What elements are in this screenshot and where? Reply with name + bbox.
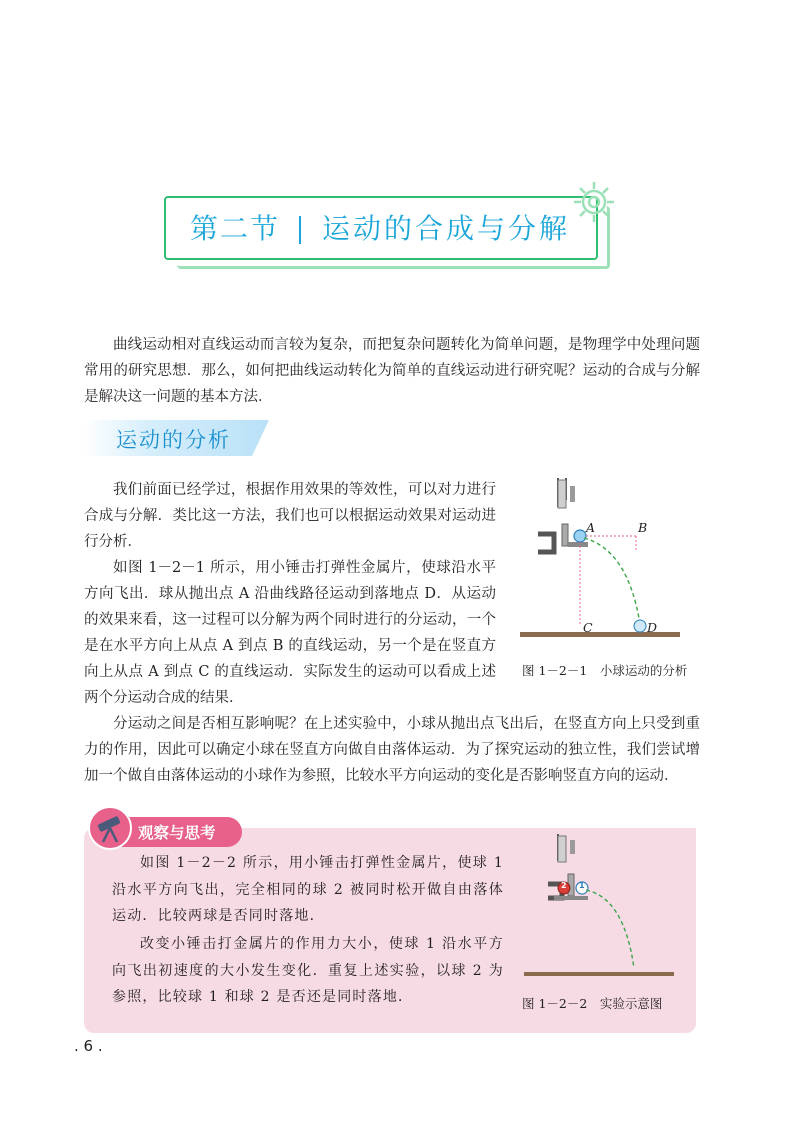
intro-paragraph: 曲线运动相对直线运动而言较为复杂，而把复杂问题转化为简单问题，是物理学中处理问题常用的研究思想．那么，如何把曲线运动转化为简单的直线运动进行研究呢？运动的合成与分解是解决这一问题的基本方法． xyxy=(84,337,700,405)
observe-paragraph-1: 如图 1－2－2 所示，用小锤击打弹性金属片，使球 1 沿水平方向飞出，完全相同的球 2 被同时松开做自由落体运动．比较两球是否同时落地． xyxy=(112,855,504,924)
subsection-title: 运动的分析 xyxy=(116,428,231,452)
gear-icon xyxy=(570,178,618,226)
page-number: . 6 . xyxy=(74,1037,103,1055)
figure-ball-motion xyxy=(520,478,700,648)
label-c: C xyxy=(583,620,593,635)
figure-experiment xyxy=(524,834,684,984)
label-b: B xyxy=(638,520,648,535)
telescope-icon xyxy=(88,806,132,850)
title-divider xyxy=(299,216,301,244)
ball-2-label: 2 xyxy=(561,881,567,890)
section-number: 第二节 xyxy=(190,212,281,245)
paragraph-2: 如图 1－2－1 所示，用小锤击打弹性金属片，使球沿水平方向飞出．球从抛出点 A 沿曲线路径运动到落地点 D．从运动的效果来看，这一过程可以分解为两个同时进行的分运动，一个是在水平方向上从点 A 到点 B 的直线运动，另一个是在竖直方向上从点 A 到点 C 的直线运动．实际发生的运动可以看成上述两个分运动合成的结果． xyxy=(84,560,496,706)
label-a: A xyxy=(586,520,596,535)
observe-paragraph-2: 改变小锤击打金属片的作用力大小，使球 1 沿水平方向飞出初速度的大小发生变化．重复上述实验，以球 2 为参照，比较球 1 和球 2 是否还是同时落地． xyxy=(112,936,504,1005)
paragraph-1: 我们前面已经学过，根据作用效果的等效性，可以对力进行合成与分解．类比这一方法，我们也可以根据运动效果对运动进行分析． xyxy=(84,482,496,550)
paragraph-3: 分运动之间是否相互影响呢？在上述实验中，小球从抛出点飞出后，在竖直方向上只受到重力的作用，因此可以确定小球在竖直方向做自由落体运动．为了探究运动的独立性，我们尝试增加一个做自由落体运动的小球作为参照，比较水平方向运动的变化是否影响竖直方向的运动． xyxy=(84,716,700,784)
figure2-caption: 图 1－2－2 实验示意图 xyxy=(522,996,663,1011)
section-title: 运动的合成与分解 xyxy=(322,212,571,245)
figure1-caption: 图 1－2－1 小球运动的分析 xyxy=(522,663,688,678)
ball-1-label: 1 xyxy=(579,881,585,890)
observe-title: 观察与思考 xyxy=(138,824,216,842)
label-d: D xyxy=(647,620,658,635)
